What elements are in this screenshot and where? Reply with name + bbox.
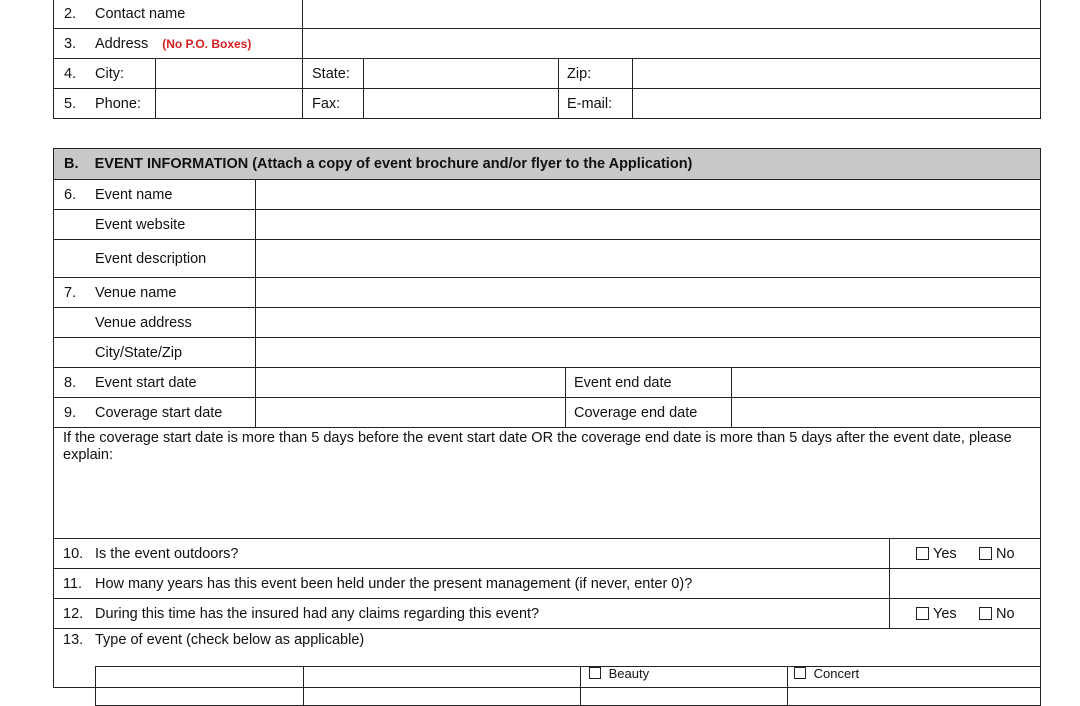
section-b-header (54, 149, 1040, 180)
years-held-field[interactable] (890, 569, 1040, 598)
concert-label: Concert (813, 666, 860, 681)
state-label: State: (312, 65, 350, 82)
event-end-date-field[interactable] (732, 368, 1040, 397)
fax-field[interactable] (364, 89, 558, 119)
row-number: 8. (64, 374, 77, 391)
email-field[interactable] (633, 89, 1040, 119)
event-name-row (54, 180, 1040, 210)
coverage-explanation-note: If the coverage start date is more than 5 days before the event start date OR the coverage end date is more than 5 days after the event date, please explain: (63, 430, 1012, 463)
coverage-explanation-row[interactable] (54, 428, 1040, 539)
venue-name-row (54, 278, 1040, 308)
event-end-date-label: Event end date (574, 374, 672, 391)
zip-label: Zip: (567, 65, 592, 82)
checkbox-icon[interactable] (916, 547, 929, 560)
event-type-question: Type of event (check below as applicable) (95, 632, 365, 648)
event-type-table (95, 666, 1041, 706)
phone-label: Phone: (95, 96, 141, 112)
no-po-boxes-note: (No P.O. Boxes) (162, 36, 252, 51)
coverage-start-date-field[interactable] (256, 398, 566, 427)
row-number: 4. (64, 65, 77, 82)
address-row (54, 29, 1040, 59)
city-label: City: (95, 65, 124, 82)
contact-section (53, 0, 1041, 119)
row-number: 11. (63, 575, 83, 592)
event-description-field[interactable] (256, 240, 1040, 277)
claims-question: During this time has the insured had any claims regarding this event? (95, 605, 540, 622)
claims-no[interactable] (979, 599, 1015, 628)
no-label: No (996, 545, 1015, 562)
phone-row (54, 89, 1040, 119)
outdoors-row (54, 539, 1040, 569)
event-type-concert[interactable] (794, 667, 859, 681)
event-website-row (54, 210, 1040, 240)
venue-name-field[interactable] (256, 278, 1040, 307)
contact-name-field[interactable] (303, 0, 1040, 28)
event-description-label: Event description (95, 250, 207, 267)
outdoors-question: Is the event outdoors? (95, 545, 239, 562)
row-number: 9. (64, 404, 77, 421)
yes-label: Yes (933, 605, 957, 622)
row-number: 5. (64, 96, 77, 112)
years-held-question: How many years has this event been held under the present management (if never, enter 0)? (95, 575, 693, 592)
email-label: E-mail: (567, 96, 613, 112)
event-dates-row (54, 368, 1040, 398)
event-start-date-label: Event start date (95, 374, 197, 391)
event-start-date-field[interactable] (256, 368, 566, 397)
section-b-title: B. EVENT INFORMATION (Attach a copy of event brochure and/or flyer to the Application) (64, 156, 693, 172)
checkbox-icon[interactable] (979, 547, 992, 560)
years-held-row (54, 569, 1040, 599)
event-type-row (54, 629, 1040, 689)
event-information-section (53, 148, 1041, 688)
row-number: 6. (64, 186, 77, 203)
contact-name-row (54, 0, 1040, 29)
venue-name-label: Venue name (95, 284, 177, 301)
state-field[interactable] (364, 59, 558, 88)
contact-name-label: Contact name (95, 5, 186, 22)
coverage-start-date-label: Coverage start date (95, 404, 223, 421)
event-name-field[interactable] (256, 180, 1040, 209)
beauty-label: Beauty (608, 666, 650, 681)
event-description-row (54, 240, 1040, 278)
zip-field[interactable] (633, 59, 1040, 88)
checkbox-icon[interactable] (979, 607, 992, 620)
row-number: 3. (64, 35, 77, 52)
city-field[interactable] (156, 59, 302, 88)
event-type-beauty[interactable] (589, 667, 649, 681)
checkbox-icon[interactable] (794, 667, 806, 679)
row-number: 13. (63, 632, 84, 648)
fax-label: Fax: (312, 96, 341, 112)
coverage-end-date-label: Coverage end date (574, 404, 698, 421)
outdoors-yes[interactable] (916, 539, 957, 568)
venue-address-field[interactable] (256, 308, 1040, 337)
row-number: 10. (63, 545, 84, 562)
city-state-zip-field[interactable] (256, 338, 1040, 367)
event-website-label: Event website (95, 216, 186, 233)
venue-address-row (54, 308, 1040, 338)
claims-row (54, 599, 1040, 629)
address-label-text: Address (95, 35, 149, 52)
row-number: 12. (63, 605, 84, 622)
coverage-dates-row (54, 398, 1040, 428)
checkbox-icon[interactable] (916, 607, 929, 620)
row-number: 2. (64, 5, 77, 22)
checkbox-icon[interactable] (589, 667, 601, 679)
row-number: 7. (64, 284, 77, 301)
event-name-label: Event name (95, 186, 173, 203)
address-field[interactable] (303, 29, 1040, 58)
city-state-zip-row (54, 338, 1040, 368)
no-label: No (996, 605, 1015, 622)
outdoors-no[interactable] (979, 539, 1015, 568)
yes-label: Yes (933, 545, 957, 562)
coverage-end-date-field[interactable] (732, 398, 1040, 427)
venue-address-label: Venue address (95, 314, 192, 331)
claims-yes[interactable] (916, 599, 957, 628)
address-label (95, 29, 251, 58)
city-state-zip-label: City/State/Zip (95, 344, 183, 361)
event-website-field[interactable] (256, 210, 1040, 239)
phone-field[interactable] (156, 89, 302, 119)
city-row (54, 59, 1040, 89)
